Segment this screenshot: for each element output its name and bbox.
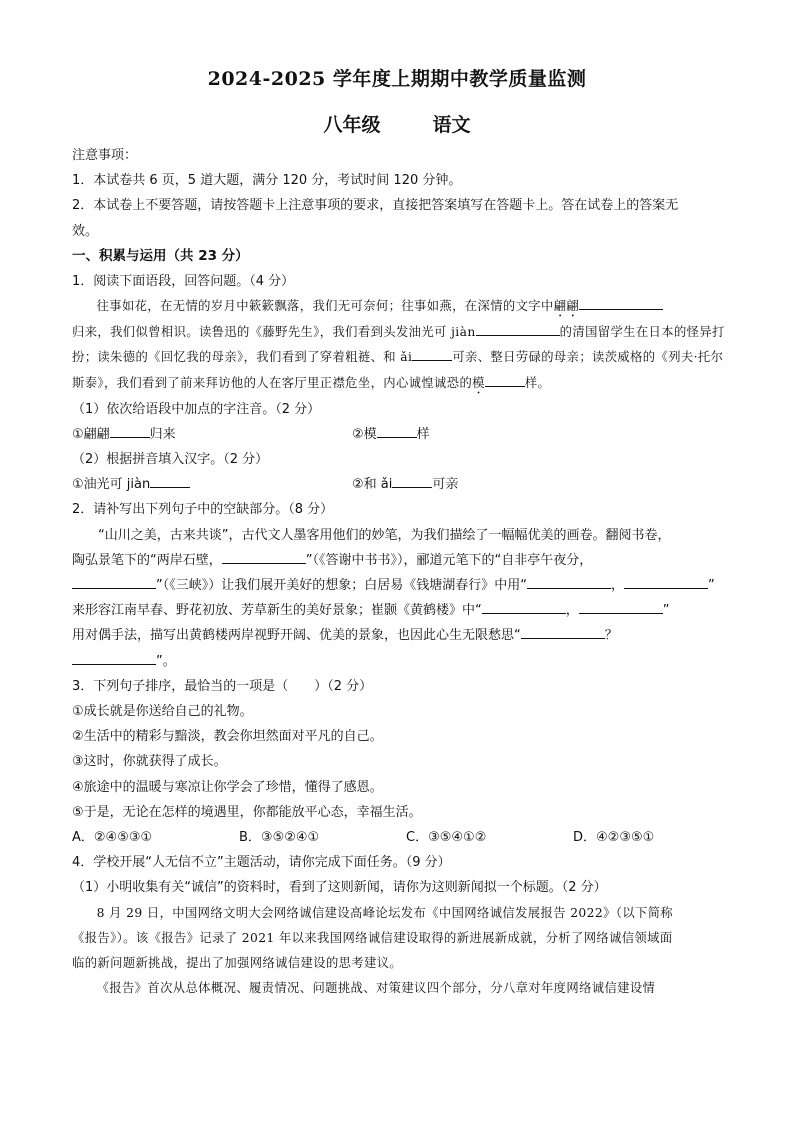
q4-news-line-4: 《报告》首次从总体概况、履责情况、问题挑战、对策建议四个部分，分八章对年度网络诚信建设情: [96, 981, 656, 996]
q3-sentence-2: ②生活中的精彩与黯淡，教会你坦然面对平凡的自己。: [72, 729, 383, 745]
q2-blank-1: [222, 549, 306, 564]
q2-blank-5: [482, 599, 566, 614]
q2-line-4: 来形容江南早春、野花初放、芳草新生的美好景象；崔颢《黄鹤楼》中“ ， ”: [72, 598, 732, 623]
q1-dotted-word-2: 模: [472, 375, 485, 390]
q4-news-line-1: 8 月 29 日，中国网络文明大会网络诚信建设高峰论坛发布《中国网络诚信发展报告 2022》（以下简称: [96, 905, 674, 920]
q3-sentence-4: ④旅途中的温暖与寒凉让你学会了珍惜，懂得了感恩。: [72, 779, 383, 795]
q3-options: [72, 825, 732, 850]
q1-blank-3: [412, 346, 452, 361]
q2-blank-8: [72, 650, 156, 665]
q1-passage-line-1: 往事如花，在无情的岁月中簌簌飘落，我们无可奈何；往事如燕，在深情的文字中翩翩: [72, 294, 732, 320]
q1-sub1-answers: ①翩翩 归来 ②模 样: [72, 422, 732, 447]
q2-line-3: ”（《三峡》）让我们展开美好的想象；白居易《钱塘湖春行》中用“ ， ”: [72, 573, 732, 598]
q1-sub2-answers: ①油光可 jiàn ②和 ǎi 可亲: [72, 472, 732, 497]
q2-blank-2: [72, 574, 156, 589]
q2-blank-7: [521, 624, 605, 639]
q1-sub1-blank-a: [110, 423, 150, 438]
section-1-heading: 一、积累与运用（共 23 分）: [72, 247, 249, 264]
q2-line-2: 陶弘景笔下的“两岸石壁， ”（《答谢中书书》），郦道元笔下的“自非亭午夜分，: [72, 548, 732, 573]
exam-subtitle: [0, 110, 794, 137]
q2-line-5: 用对偶手法，描写出黄鹤楼两岸视野开阔、优美的景象，也因此心生无限愁思“ ？: [72, 623, 732, 648]
q4-news-line-2: 《报告》）。该《报告》记录了 2021 年以来我国网络诚信建设取得的新进展新成就，分析了网络诚信领域面: [72, 930, 673, 945]
q3-option-d[interactable]: D．④②③⑤①: [573, 830, 655, 846]
q2-blank-3: [527, 574, 611, 589]
q3-sentence-3: ③这时，你就获得了成长。: [72, 754, 227, 770]
notes-item-2a: 2．本试卷上不要答题，请按答题卡上注意事项的要求，直接把答案填写在答题卡上。答在试卷上的答案无: [72, 198, 679, 214]
q1-sub1: （1）依次给语段中加点的字注音。（2 分）: [72, 401, 321, 417]
q2-line-6: ”。: [72, 649, 732, 674]
exam-title: 2024-2025 学年度上期期中教学质量监测: [207, 68, 587, 90]
q1-sub2-blank-a: [150, 473, 190, 488]
q1-blank-1: [579, 295, 663, 310]
q3-option-b[interactable]: B．③⑤②④①: [239, 830, 320, 846]
q2-blank-4: [624, 574, 708, 589]
q3-sentence-5: ⑤于是，无论在怎样的境遇里，你都能放平心态，幸福生活。: [72, 804, 422, 820]
q3-option-c[interactable]: C．③⑤④①②: [406, 830, 487, 846]
q1-dotted-word-1: 翩翩: [553, 299, 580, 314]
q2-line-1: “山川之美，古来共谈”，古代文人墨客用他们的妙笔，为我们描绘了一幅幅优美的画卷。翻阅书卷，: [98, 527, 671, 543]
q1-sub2-blank-b: [392, 473, 432, 488]
q1-sub2: （2）根据拼音填入汉字。（2 分）: [72, 452, 269, 468]
grade-label: 八年级: [323, 114, 381, 136]
q1-passage-line-2: 归来，我们似曾相识。读鲁迅的《藤野先生》，我们看到头发油光可 jiàn 的清国留学生在日本的怪异打扮；读朱德的《回忆我的母亲》，我们看到了穿着粗裢、和 ǎi 可亲、整日劳碌的母亲；读茨威格的《列夫·托尔斯泰》，我们看到了前来拜访他的人在客厅里正襟危坐，内心诚惶诚恐的模 样。: [72, 320, 732, 396]
q3-stem: 3．下列句子排序，最恰当的一项是（ ）（2 分）: [72, 678, 373, 694]
q2-blank-6: [579, 599, 663, 614]
q1-blank-4: [485, 372, 525, 387]
q3-sentence-1: ①成长就是你送给自己的礼物。: [72, 704, 253, 720]
notes-item-2b: 效。: [72, 223, 99, 239]
q3-option-a[interactable]: A．②④⑤③①: [72, 830, 153, 846]
exam-body: [72, 143, 732, 1002]
notes-item-1: 1．本试卷共 6 页，5 道大题，满分 120 分，考试时间 120 分钟。: [72, 173, 462, 189]
q4-sub1: （1）小明收集有关“诚信”的资料时，看到了这则新闻，请你为这则新闻拟一个标题。（2 分）: [72, 880, 607, 896]
q1-blank-2: [476, 321, 560, 336]
q1-stem: 1．阅读下面语段，回答问题。（4 分）: [72, 274, 295, 290]
q4-stem: 4．学校开展“人无信不立”主题活动，请你完成下面任务。（9 分）: [72, 855, 451, 871]
subject-label: 语文: [432, 114, 471, 136]
q2-stem: 2．请补写出下列句子中的空缺部分。（8 分）: [72, 502, 334, 518]
notes-heading: 注意事项：: [72, 148, 138, 163]
q4-news-line-3: 临的新问题新挑战，提出了加强网络诚信建设的思考建议。: [72, 956, 403, 971]
q1-sub1-blank-b: [377, 423, 417, 438]
